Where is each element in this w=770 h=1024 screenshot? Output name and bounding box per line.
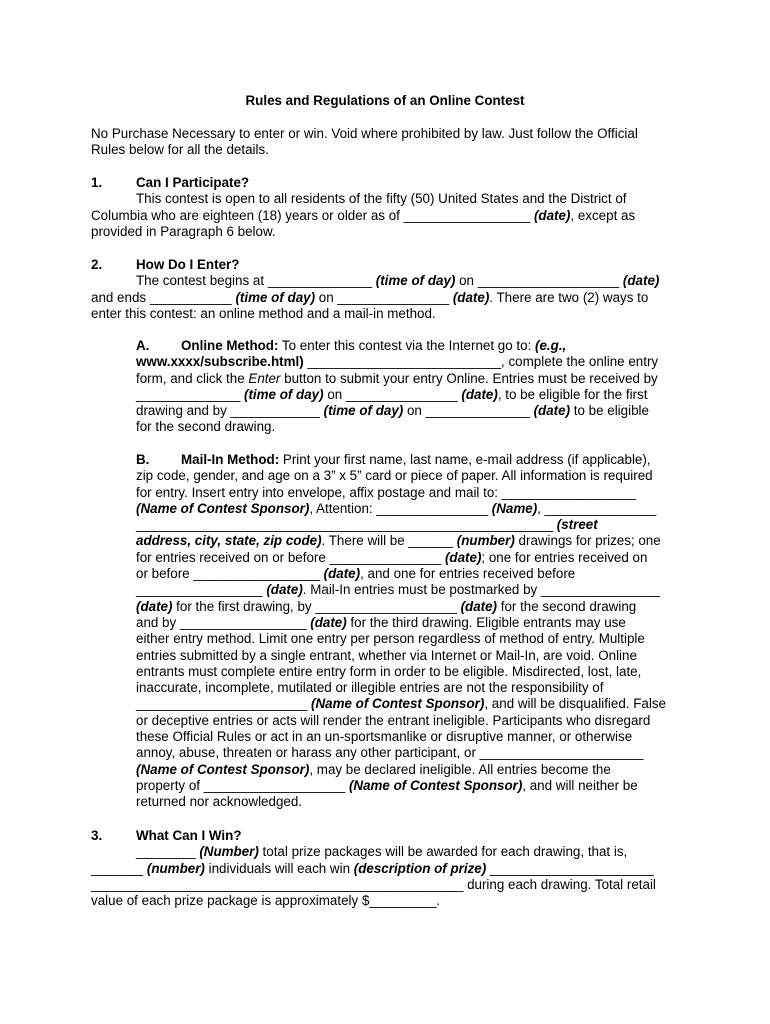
section-a-online-method (136, 338, 680, 436)
section-3-line-1: ________ (Number) total prize packages will be awarded for each drawing, that is, (136, 844, 628, 860)
section-a-line-5: drawing and by ____________ (time of day) on ______________ (date) to be eligible (136, 403, 649, 419)
section-1 (91, 175, 681, 240)
section-3-number: 3. (91, 828, 103, 843)
section-a-line-1: A. Online Method: To enter this contest via the Internet go to: (e.g., (136, 338, 567, 353)
section-3 (91, 828, 681, 909)
section-b-line-3: for entry. Insert entry into envelope, affix postage and mail to: __________________ (136, 484, 636, 500)
section-1-line-3: provided in Paragraph 6 below. (91, 223, 276, 239)
intro-line-1: No Purchase Necessary to enter or win. Void where prohibited by law. Just follow the Official (91, 126, 638, 141)
section-1-line-1: This contest is open to all residents of the fifty (50) United States and the District of (136, 191, 627, 207)
section-b-line-5: ________________________________________________________ (street (136, 517, 598, 533)
section-a-label: A. (136, 338, 150, 353)
section-1-number: 1. (91, 175, 103, 190)
section-b-line-17: or deceptive entries or acts will render the entrant ineligible. Participants who disregard (136, 712, 651, 728)
section-a-line-2: www.xxxx/subscribe.html) __________________________, complete the online entry (136, 354, 659, 370)
section-a-line-3: form, and click the Enter button to submit your entry Online. Entries must be received by (136, 370, 658, 386)
section-b-line-4: (Name of Contest Sponsor), Attention: _______________ (Name), _______________ (136, 500, 657, 516)
section-b-line-8: or before _________________ (date), and one for entries received before (136, 566, 576, 582)
section-1-line-2: Columbia who are eighteen (18) years or older as of _________________ (date), except as (91, 207, 636, 223)
section-b-line-2: zip code, gender, and age on a 3” x 5” card or piece of paper. All information is required (136, 468, 653, 484)
section-b-line-9: _________________ (date). Mail-In entries must be postmarked by ________________ (136, 582, 661, 598)
section-2-heading: How Do I Enter? (136, 257, 240, 272)
section-b-label: B. (136, 452, 150, 467)
section-2 (91, 257, 681, 322)
section-b-line-19: annoy, abuse, threaten or harass any other participant, or ______________________ (136, 745, 644, 761)
section-b-line-15: inaccurate, incomplete, mutilated or illegible entries are not the responsibility of (136, 680, 604, 696)
intro-paragraph (91, 126, 681, 159)
section-2-line-2: and ends ___________ (time of day) on _______________ (date). There are two (2) ways to (91, 289, 649, 305)
section-3-heading: What Can I Win? (136, 828, 242, 843)
section-b-line-14: entrants must complete entire entry form in order to be eligible. Misdirected, lost, late, (136, 663, 642, 679)
section-2-line-3: enter this contest: an online method and a mail-in method. (91, 305, 436, 321)
section-b-heading: Mail-In Method: (181, 452, 280, 467)
section-b-line-11: and by _________________ (date) for the third drawing. Eligible entrants may use (136, 614, 626, 630)
section-a-line-4: ______________ (time of day) on _______________ (date), to be eligible for the first (136, 386, 648, 402)
section-b-line-18: these Official Rules or act in an un-sportsmanlike or disruptive manner, or otherwise (136, 729, 633, 745)
section-a-heading: Online Method: (181, 338, 279, 353)
section-b-line-12: either entry method. Limit one entry per person regardless of method of entry. Multiple (136, 631, 645, 647)
section-b-mail-in-method (136, 452, 680, 811)
section-2-number: 2. (91, 257, 103, 272)
section-b-line-7: for entries received on or before _______________ (date); one for entries received on (136, 549, 648, 565)
section-b-line-10: (date) for the first drawing, by ___________________ (date) for the second drawing (136, 598, 637, 614)
section-3-line-2: _______ (number) individuals will each win (description of prize) ______________________ (91, 860, 654, 876)
section-b-line-1: B. Mail-In Method: Print your first name, last name, e-mail address (if applicable), (136, 452, 651, 467)
section-1-heading: Can I Participate? (136, 175, 250, 190)
section-b-line-6: address, city, state, zip code). There will be ______ (number) drawings for prizes; one (136, 533, 661, 549)
intro-line-2: Rules below for all the details. (91, 142, 269, 158)
page-title: Rules and Regulations of an Online Contest (245, 93, 525, 108)
section-b-line-13: entries submitted by a single entrant, whether via Internet or Mail-In, are void. Online (136, 647, 637, 663)
section-b-line-20: (Name of Contest Sponsor), may be declared ineligible. All entries become the (136, 761, 611, 777)
section-b-line-21: property of ___________________ (Name of Contest Sponsor), and will neither be (136, 777, 638, 793)
section-b-line-16: _______________________ (Name of Contest Sponsor), and will be disqualified. False (136, 696, 666, 712)
section-2-line-1: The contest begins at ______________ (time of day) on ___________________ (date) (136, 273, 660, 289)
section-3-line-3: __________________________________________________ during each drawing. Total retail (91, 876, 656, 892)
section-a-line-6: for the second drawing. (136, 419, 276, 435)
section-b-line-22: returned nor acknowledged. (136, 794, 303, 810)
section-3-line-4: value of each prize package is approximately $_________. (91, 893, 441, 909)
